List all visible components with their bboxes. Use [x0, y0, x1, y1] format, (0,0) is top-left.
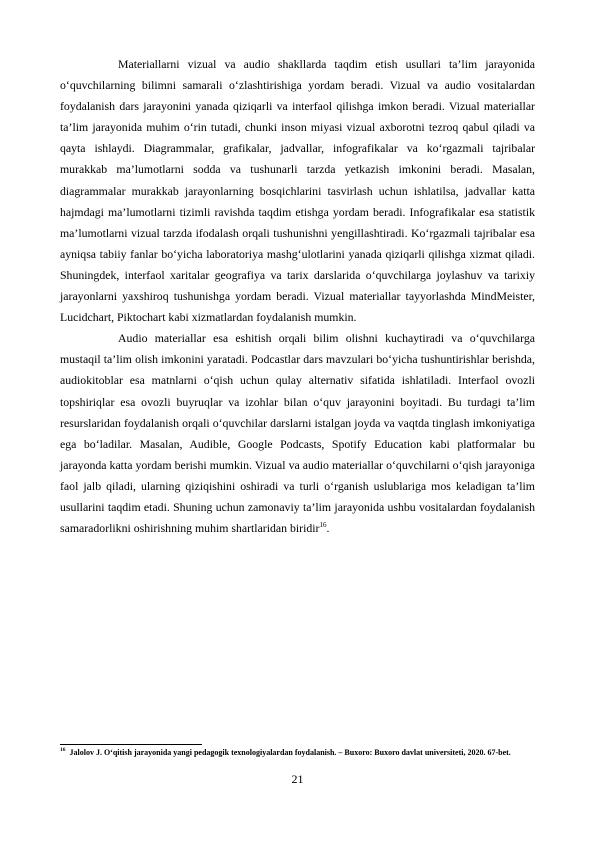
footnote-reference: 16	[319, 521, 327, 530]
paragraph-2-text: Audio materiallar esa eshitish orqali bilim olishni kuchaytiradi va o‘quvchilarga mustaqil ta’lim olish imkonini yaratadi. Podcastlar dars mavzulari bo‘yicha tushuntirishlar berishda, audiokitoblar esa matnlarni o‘qish uchun qulay alternativ sifatida ishlatiladi. Interfaol ovozli topshiriqlar esa ovozli buyruqlar va izohlar bilan o‘quv jarayonini boyitadi. Bu turdagi ta’lim resurslaridan foydalanish orqali o‘quvchilar darslarni istalgan joyda va vaqtda tinglash imkoniyatiga ega bo‘ladilar. Masalan, Audible, Google Podcasts, Spotify Education kabi platformalar bu jarayonda katta yordam berishi mumkin. Vizual va audio materiallar o‘quvchilarni o‘qish jarayoniga faol jalb qiladi, ularning qiziqishini oshiradi va turli o‘rganish uslublariga mos keladigan ta’lim usullarini taqdim etadi. Shuning uchun zamonaviy ta’lim jarayonida ushbu vositalardan foydalanish samaradorlikni oshirishning muhim shartlaridan biridir	[60, 331, 535, 536]
body-text	[60, 54, 535, 539]
footnote	[60, 748, 535, 758]
paragraph-1-text: Materiallarni vizual va audio shakllarda taqdim etish usullari ta’lim jarayonida o‘quvchilarning bilimni samarali o‘zlashtirishiga yordam beradi. Vizual va audio vositalardan foydalanish dars jarayonini yanada qiziqarli va interfaol qilishga imkon beradi. Vizual materiallar ta’lim jarayonida muhim o‘rin tutadi, chunki inson miyasi vizual axborotni tezroq qabul qiladi va qayta ishlaydi. Diagrammalar, grafikalar, jadvallar, infografikalar va ko‘rgazmali tajribalar murakkab ma’lumotlarni sodda va tushunarli tarzda yetkazish imkonini beradi. Masalan, diagrammalar murakkab jarayonlarning bosqichlarini tasvirlash uchun ishlatilsa, jadvallar katta hajmdagi ma’lumotlarni tizimli ravishda taqdim etishga yordam beradi. Infografikalar esa statistik ma’lumotlarni vizual tarzda ifodalash orqali tushunishni yengillashtiradi. Ko‘rgazmali tajribalar esa ayniqsa tabiiy fanlar bo‘yicha laboratoriya mashg‘ulotlarini yanada qiziqarli qilishga xizmat qiladi. Shuningdek, interfaol xaritalar geografiya va tarix darslarida o‘quvchilarga joylashuv va tarixiy jarayonlarni yaxshiroq tushunishga yordam beradi. Vizual materiallar tayyorlashda MindMeister, Lucidchart, Piktochart kabi xizmatlardan foydalanish mumkin.	[60, 57, 535, 325]
paragraph-audio-materials	[60, 328, 535, 539]
paragraph-visual-materials	[60, 54, 535, 328]
page-number: 21	[291, 772, 304, 786]
footnote-divider	[60, 744, 202, 745]
footnote-text: Jalolov J. O‘qitish jarayonida yangi pedagogik texnologiyalardan foydalanish. – Buxoro: Buxoro davlat universiteti, 2020. 67-bet.	[69, 748, 511, 757]
paragraph-2-end: .	[326, 521, 330, 536]
footnote-number: 16	[60, 747, 66, 754]
